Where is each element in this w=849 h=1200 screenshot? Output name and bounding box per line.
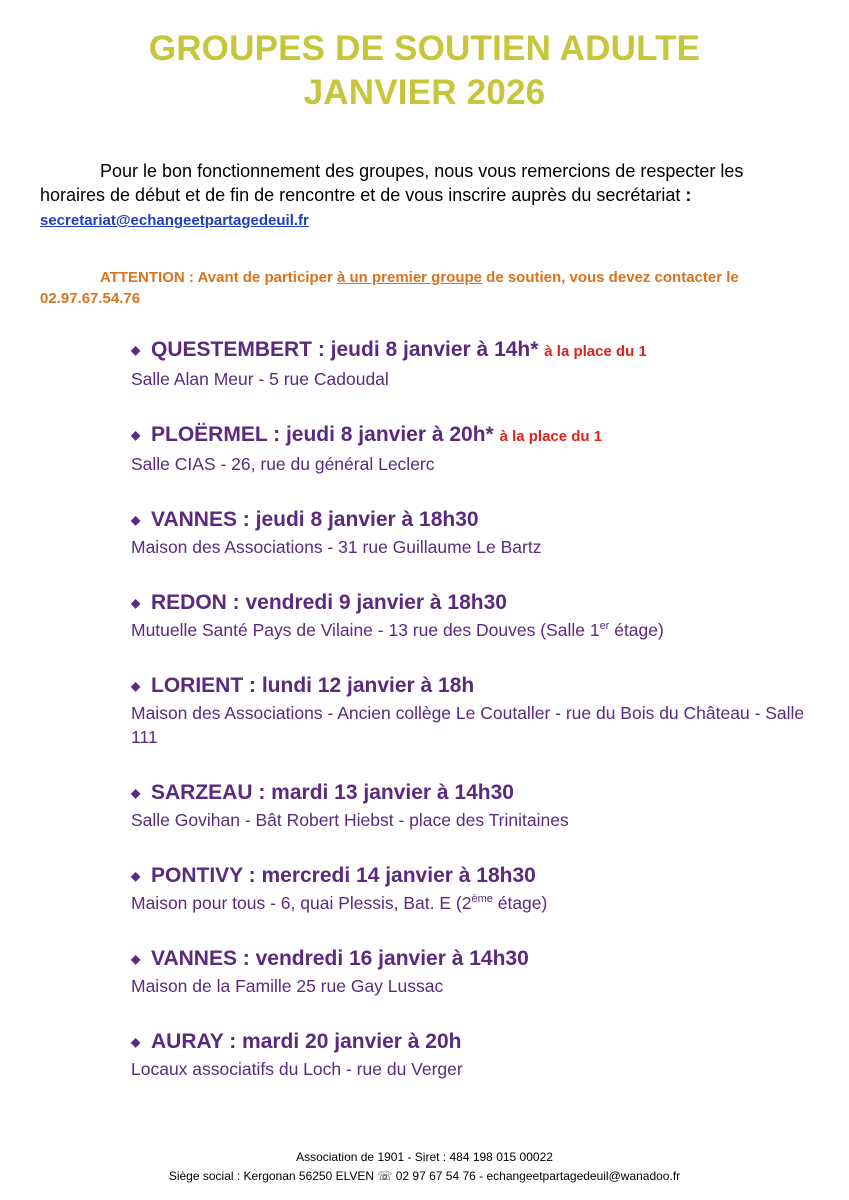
group-item bbox=[131, 337, 821, 391]
group-address bbox=[131, 974, 821, 998]
group-item bbox=[131, 507, 821, 559]
diamond-bullet-icon: ◆ bbox=[131, 428, 141, 442]
group-item bbox=[131, 863, 821, 915]
intro-colon: : bbox=[680, 185, 692, 205]
group-item bbox=[131, 946, 821, 998]
diamond-bullet-icon: ◆ bbox=[131, 679, 141, 693]
group-heading bbox=[131, 590, 821, 616]
diamond-bullet-icon: ◆ bbox=[131, 952, 141, 966]
group-heading bbox=[131, 946, 821, 972]
page-subtitle-month: JANVIER 2026 bbox=[303, 73, 546, 112]
intro-paragraph bbox=[40, 159, 810, 233]
group-address-text: Mutuelle Santé Pays de Vilaine - 13 rue des Douves (Salle 1 bbox=[131, 620, 600, 640]
group-address bbox=[131, 367, 821, 391]
group-heading bbox=[131, 780, 821, 806]
group-address-text: Maison de la Famille 25 rue Gay Lussac bbox=[131, 976, 444, 996]
group-heading-text: REDON : vendredi 9 janvier à 18h30 bbox=[151, 591, 507, 614]
group-address bbox=[131, 808, 821, 832]
group-item bbox=[131, 673, 821, 749]
group-heading bbox=[131, 863, 821, 889]
group-address bbox=[131, 535, 821, 559]
group-heading bbox=[131, 337, 821, 365]
groups-list bbox=[131, 337, 821, 1112]
group-heading bbox=[131, 1029, 821, 1055]
footer-address-line: Siège social : Kergonan 56250 ELVEN ☏ 02 97 67 54 76 - echangeetpartagedeuil@wanadoo.fr bbox=[168, 1169, 681, 1183]
group-address-sup: ème bbox=[471, 893, 493, 906]
group-address-text: Maison des Associations - 31 rue Guillaume Le Bartz bbox=[131, 537, 542, 557]
group-address-text: Maison des Associations - Ancien collège Le Coutaller - rue du Bois du Château - Salle 111 bbox=[131, 703, 805, 747]
attention-text-2: de soutien, vous devez contacter le 02.97.67.54.76 bbox=[40, 269, 739, 307]
page-title: GROUPES DE SOUTIEN ADULTE bbox=[148, 29, 701, 68]
group-item bbox=[131, 1029, 821, 1081]
group-note: à la place du 1 bbox=[499, 428, 603, 445]
group-heading-text: QUESTEMBERT : jeudi 8 janvier à 14h* bbox=[151, 338, 539, 361]
diamond-bullet-icon: ◆ bbox=[131, 869, 141, 883]
group-address-tail: étage) bbox=[492, 893, 548, 913]
group-heading bbox=[131, 507, 821, 533]
attention-underlined: à un premier groupe bbox=[336, 269, 482, 286]
group-heading-text: SARZEAU : mardi 13 janvier à 14h30 bbox=[151, 781, 514, 804]
footer-association-line: Association de 1901 - Siret : 484 198 015 00022 bbox=[296, 1150, 553, 1164]
intro-text: Pour le bon fonctionnement des groupes, nous vous remercions de respecter les horaires de début et de fin de rencontre et de vous inscrire auprès du secrétariat bbox=[40, 161, 744, 205]
group-heading bbox=[131, 422, 821, 450]
attention-text-1: ATTENTION : Avant de participer bbox=[100, 269, 337, 286]
page-footer bbox=[0, 1148, 849, 1186]
attention-notice bbox=[40, 267, 820, 309]
group-address bbox=[131, 618, 821, 642]
group-heading bbox=[131, 673, 821, 699]
group-item bbox=[131, 780, 821, 832]
group-heading-text: VANNES : jeudi 8 janvier à 18h30 bbox=[151, 508, 479, 531]
diamond-bullet-icon: ◆ bbox=[131, 596, 141, 610]
diamond-bullet-icon: ◆ bbox=[131, 786, 141, 800]
group-address bbox=[131, 701, 821, 749]
group-heading-text: VANNES : vendredi 16 janvier à 14h30 bbox=[151, 947, 529, 970]
group-address bbox=[131, 1057, 821, 1081]
group-address-sup: er bbox=[599, 620, 610, 633]
group-address-text: Salle Alan Meur - 5 rue Cadoudal bbox=[131, 369, 389, 389]
group-address-tail: étage) bbox=[609, 620, 664, 640]
group-heading-text: LORIENT : lundi 12 janvier à 18h bbox=[151, 674, 475, 697]
diamond-bullet-icon: ◆ bbox=[131, 513, 141, 527]
group-item bbox=[131, 422, 821, 476]
group-heading-text: PONTIVY : mercredi 14 janvier à 18h30 bbox=[151, 864, 536, 887]
group-address-text: Locaux associatifs du Loch - rue du Verger bbox=[131, 1059, 463, 1079]
group-address-text: Maison pour tous - 6, quai Plessis, Bat. E (2 bbox=[131, 893, 472, 913]
group-address bbox=[131, 891, 821, 915]
group-heading-text: AURAY : mardi 20 janvier à 20h bbox=[151, 1030, 462, 1053]
group-note: à la place du 1 bbox=[544, 343, 647, 360]
diamond-bullet-icon: ◆ bbox=[131, 1035, 141, 1049]
secretariat-email-link[interactable]: secretariat@echangeetpartagedeuil.fr bbox=[40, 212, 309, 229]
group-item bbox=[131, 590, 821, 642]
group-address bbox=[131, 452, 821, 476]
diamond-bullet-icon: ◆ bbox=[131, 343, 141, 357]
group-address-text: Salle CIAS - 26, rue du général Leclerc bbox=[131, 454, 435, 474]
group-address-text: Salle Govihan - Bât Robert Hiebst - place des Trinitaines bbox=[131, 810, 569, 830]
group-heading-text: PLOËRMEL : jeudi 8 janvier à 20h* bbox=[151, 423, 494, 446]
